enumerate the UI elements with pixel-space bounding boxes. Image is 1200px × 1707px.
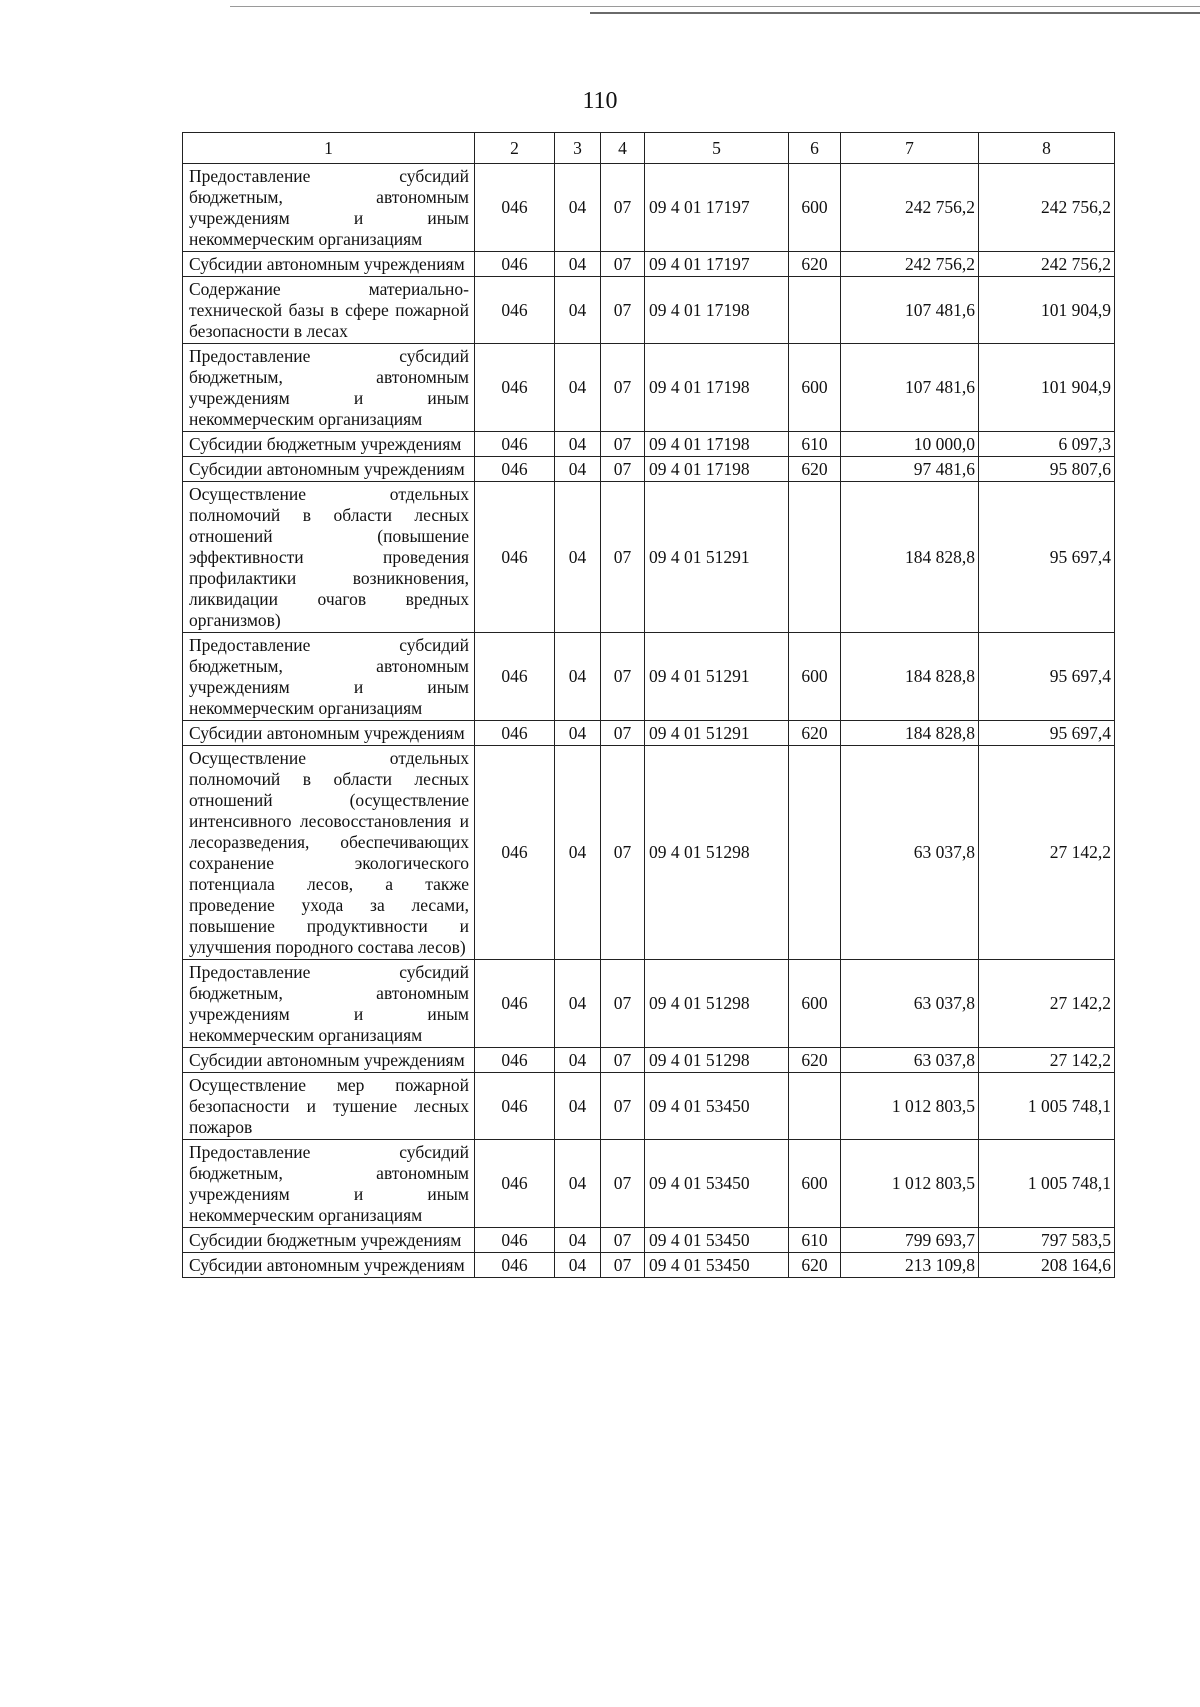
cell-amount-actual: 6 097,3	[979, 432, 1115, 457]
cell-ved-code: 046	[475, 457, 555, 482]
cell-subsection-code: 07	[601, 344, 645, 432]
cell-ved-code: 046	[475, 344, 555, 432]
cell-name: Осуществление отдельных полномочий в области лесных отношений (осуществление интенсивного лесовосстановления и лесоразведения, обеспечивающих сохранение экологического потенциала лесов, а также проведение ухода за лесами, повышение продуктивности и улучшения породного состава лесов)	[183, 746, 475, 960]
cell-target-article: 09 4 01 51291	[645, 482, 789, 633]
cell-section-code: 04	[555, 482, 601, 633]
cell-amount-actual: 797 583,5	[979, 1228, 1115, 1253]
cell-amount-plan: 10 000,0	[841, 432, 979, 457]
cell-section-code: 04	[555, 432, 601, 457]
cell-expense-type: 600	[789, 164, 841, 252]
cell-expense-type	[789, 746, 841, 960]
cell-ved-code: 046	[475, 164, 555, 252]
table-row	[183, 1253, 1115, 1278]
cell-target-article: 09 4 01 17198	[645, 277, 789, 344]
cell-expense-type: 620	[789, 457, 841, 482]
cell-ved-code: 046	[475, 960, 555, 1048]
cell-amount-plan: 63 037,8	[841, 960, 979, 1048]
cell-expense-type: 610	[789, 432, 841, 457]
cell-target-article: 09 4 01 51298	[645, 960, 789, 1048]
cell-expense-type	[789, 277, 841, 344]
column-header: 3	[555, 133, 601, 164]
cell-ved-code: 046	[475, 1253, 555, 1278]
cell-amount-plan: 1 012 803,5	[841, 1140, 979, 1228]
cell-target-article: 09 4 01 53450	[645, 1253, 789, 1278]
cell-name: Субсидии бюджетным учреждениям	[183, 432, 475, 457]
cell-target-article: 09 4 01 51298	[645, 746, 789, 960]
cell-subsection-code: 07	[601, 457, 645, 482]
cell-expense-type: 620	[789, 1253, 841, 1278]
cell-name: Содержание материально-технической базы в сфере пожарной безопасности в лесах	[183, 277, 475, 344]
cell-expense-type	[789, 1073, 841, 1140]
cell-target-article: 09 4 01 17198	[645, 432, 789, 457]
column-header: 1	[183, 133, 475, 164]
cell-amount-actual: 95 697,4	[979, 633, 1115, 721]
cell-section-code: 04	[555, 960, 601, 1048]
cell-subsection-code: 07	[601, 1253, 645, 1278]
cell-name: Субсидии автономным учреждениям	[183, 457, 475, 482]
cell-ved-code: 046	[475, 1140, 555, 1228]
cell-subsection-code: 07	[601, 1228, 645, 1253]
cell-amount-plan: 107 481,6	[841, 277, 979, 344]
cell-ved-code: 046	[475, 252, 555, 277]
cell-ved-code: 046	[475, 482, 555, 633]
table-row	[183, 633, 1115, 721]
table-row	[183, 164, 1115, 252]
cell-expense-type: 620	[789, 252, 841, 277]
column-header: 5	[645, 133, 789, 164]
cell-section-code: 04	[555, 1253, 601, 1278]
cell-amount-actual: 208 164,6	[979, 1253, 1115, 1278]
table-row	[183, 344, 1115, 432]
cell-amount-plan: 242 756,2	[841, 252, 979, 277]
cell-amount-plan: 97 481,6	[841, 457, 979, 482]
cell-name: Субсидии автономным учреждениям	[183, 721, 475, 746]
cell-section-code: 04	[555, 252, 601, 277]
cell-amount-actual: 27 142,2	[979, 1048, 1115, 1073]
cell-amount-plan: 63 037,8	[841, 1048, 979, 1073]
cell-subsection-code: 07	[601, 164, 645, 252]
cell-name: Предоставление субсидий бюджетным, автономным учреждениям и иным некоммерческим организациям	[183, 1140, 475, 1228]
cell-ved-code: 046	[475, 277, 555, 344]
cell-section-code: 04	[555, 1140, 601, 1228]
table-header-row	[183, 133, 1115, 164]
cell-subsection-code: 07	[601, 960, 645, 1048]
cell-section-code: 04	[555, 164, 601, 252]
cell-expense-type: 620	[789, 721, 841, 746]
cell-expense-type: 600	[789, 633, 841, 721]
cell-subsection-code: 07	[601, 252, 645, 277]
column-header: 2	[475, 133, 555, 164]
cell-amount-actual: 95 697,4	[979, 721, 1115, 746]
cell-ved-code: 046	[475, 1073, 555, 1140]
cell-section-code: 04	[555, 633, 601, 721]
cell-section-code: 04	[555, 1073, 601, 1140]
cell-amount-actual: 242 756,2	[979, 164, 1115, 252]
cell-name: Субсидии автономным учреждениям	[183, 1048, 475, 1073]
cell-subsection-code: 07	[601, 633, 645, 721]
table-row	[183, 252, 1115, 277]
cell-amount-actual: 1 005 748,1	[979, 1140, 1115, 1228]
cell-subsection-code: 07	[601, 721, 645, 746]
cell-expense-type: 610	[789, 1228, 841, 1253]
cell-section-code: 04	[555, 1048, 601, 1073]
table-row	[183, 1073, 1115, 1140]
cell-amount-plan: 242 756,2	[841, 164, 979, 252]
cell-amount-actual: 1 005 748,1	[979, 1073, 1115, 1140]
cell-amount-plan: 799 693,7	[841, 1228, 979, 1253]
cell-subsection-code: 07	[601, 1048, 645, 1073]
cell-section-code: 04	[555, 746, 601, 960]
cell-ved-code: 046	[475, 746, 555, 960]
table-row	[183, 482, 1115, 633]
cell-name: Предоставление субсидий бюджетным, автономным учреждениям и иным некоммерческим организациям	[183, 633, 475, 721]
cell-subsection-code: 07	[601, 1140, 645, 1228]
cell-ved-code: 046	[475, 432, 555, 457]
table-row	[183, 457, 1115, 482]
cell-target-article: 09 4 01 53450	[645, 1140, 789, 1228]
cell-name: Предоставление субсидий бюджетным, автономным учреждениям и иным некоммерческим организациям	[183, 960, 475, 1048]
cell-target-article: 09 4 01 51298	[645, 1048, 789, 1073]
cell-expense-type: 600	[789, 1140, 841, 1228]
cell-amount-plan: 184 828,8	[841, 721, 979, 746]
cell-subsection-code: 07	[601, 432, 645, 457]
cell-target-article: 09 4 01 53450	[645, 1073, 789, 1140]
cell-subsection-code: 07	[601, 277, 645, 344]
cell-expense-type: 600	[789, 960, 841, 1048]
cell-expense-type: 620	[789, 1048, 841, 1073]
cell-section-code: 04	[555, 1228, 601, 1253]
cell-target-article: 09 4 01 17197	[645, 252, 789, 277]
cell-amount-actual: 27 142,2	[979, 960, 1115, 1048]
cell-amount-actual: 242 756,2	[979, 252, 1115, 277]
cell-amount-actual: 95 697,4	[979, 482, 1115, 633]
cell-target-article: 09 4 01 17198	[645, 457, 789, 482]
cell-name: Осуществление мер пожарной безопасности и тушение лесных пожаров	[183, 1073, 475, 1140]
table-row	[183, 746, 1115, 960]
scan-edge-line	[230, 6, 1200, 7]
cell-amount-plan: 184 828,8	[841, 482, 979, 633]
cell-target-article: 09 4 01 17198	[645, 344, 789, 432]
cell-name: Субсидии бюджетным учреждениям	[183, 1228, 475, 1253]
page-number: 110	[582, 88, 618, 114]
cell-amount-actual: 101 904,9	[979, 344, 1115, 432]
cell-amount-actual: 101 904,9	[979, 277, 1115, 344]
cell-amount-plan: 107 481,6	[841, 344, 979, 432]
table-row	[183, 721, 1115, 746]
cell-name: Предоставление субсидий бюджетным, автономным учреждениям и иным некоммерческим организациям	[183, 344, 475, 432]
cell-expense-type: 600	[789, 344, 841, 432]
cell-subsection-code: 07	[601, 1073, 645, 1140]
cell-name: Субсидии автономным учреждениям	[183, 1253, 475, 1278]
cell-amount-plan: 184 828,8	[841, 633, 979, 721]
cell-name: Предоставление субсидий бюджетным, автономным учреждениям и иным некоммерческим организациям	[183, 164, 475, 252]
table-row	[183, 1048, 1115, 1073]
table-row	[183, 277, 1115, 344]
table-row	[183, 960, 1115, 1048]
cell-ved-code: 046	[475, 1228, 555, 1253]
cell-expense-type	[789, 482, 841, 633]
column-header: 4	[601, 133, 645, 164]
cell-amount-actual: 95 807,6	[979, 457, 1115, 482]
cell-target-article: 09 4 01 51291	[645, 721, 789, 746]
cell-amount-plan: 213 109,8	[841, 1253, 979, 1278]
table-row	[183, 1228, 1115, 1253]
cell-name: Субсидии автономным учреждениям	[183, 252, 475, 277]
table-row	[183, 432, 1115, 457]
table-row	[183, 1140, 1115, 1228]
cell-subsection-code: 07	[601, 482, 645, 633]
cell-ved-code: 046	[475, 1048, 555, 1073]
scan-edge-line	[590, 12, 1200, 14]
cell-ved-code: 046	[475, 633, 555, 721]
cell-section-code: 04	[555, 277, 601, 344]
cell-target-article: 09 4 01 17197	[645, 164, 789, 252]
cell-section-code: 04	[555, 457, 601, 482]
cell-target-article: 09 4 01 51291	[645, 633, 789, 721]
cell-ved-code: 046	[475, 721, 555, 746]
cell-amount-plan: 1 012 803,5	[841, 1073, 979, 1140]
cell-name: Осуществление отдельных полномочий в области лесных отношений (повышение эффективности проведения профилактики возникновения, ликвидации очагов вредных организмов)	[183, 482, 475, 633]
cell-amount-plan: 63 037,8	[841, 746, 979, 960]
column-header: 6	[789, 133, 841, 164]
column-header: 7	[841, 133, 979, 164]
cell-amount-actual: 27 142,2	[979, 746, 1115, 960]
cell-subsection-code: 07	[601, 746, 645, 960]
cell-target-article: 09 4 01 53450	[645, 1228, 789, 1253]
column-header: 8	[979, 133, 1115, 164]
cell-section-code: 04	[555, 721, 601, 746]
budget-table	[182, 132, 1115, 1278]
cell-section-code: 04	[555, 344, 601, 432]
